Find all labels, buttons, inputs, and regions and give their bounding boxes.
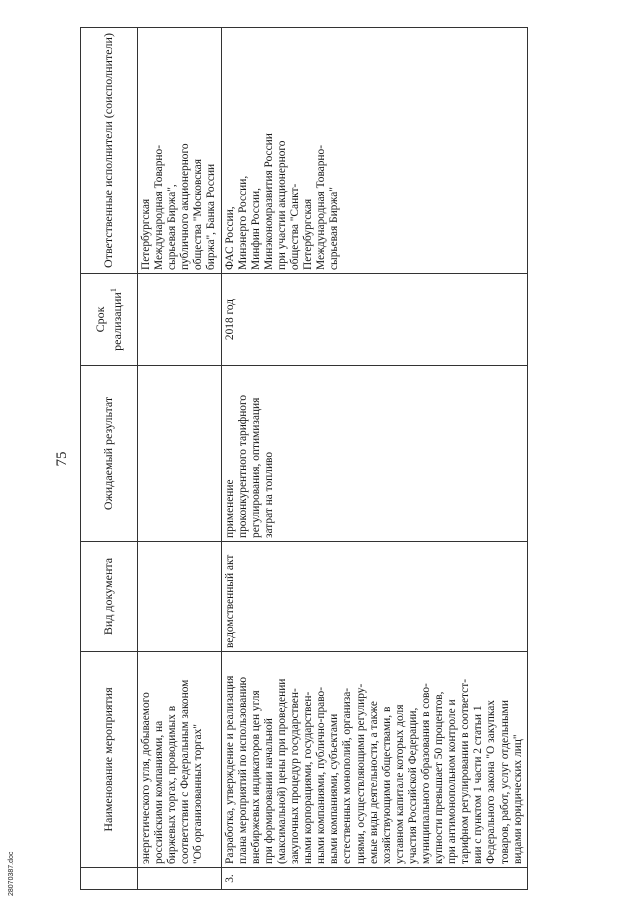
- measure-name-cell-line: вии с пунктом 1 части 2 статьи 1: [472, 705, 485, 864]
- measure-name-cell-line: российскими компаниями, на: [153, 720, 166, 864]
- measure-name-cell-line: купности превышает 50 процентов,: [433, 691, 446, 864]
- measure-name-cell-line: емые виды деятельности, а также: [367, 701, 380, 864]
- term-cell: [138, 274, 222, 366]
- measure-name-cell: [138, 652, 222, 868]
- executors-cell-line: Петербургская: [140, 198, 152, 270]
- executors-cell-line: сырьевая Биржа": [328, 187, 341, 270]
- document-type-cell: [221, 542, 527, 652]
- executors-cell-line: ФАС России,: [223, 206, 236, 270]
- measure-name-cell-line: Федерального закона "О закупках: [485, 700, 498, 864]
- measure-name-cell-line: (максимальной) цены при проведении: [275, 678, 288, 864]
- header-expected-result: Ожидаемый результат: [81, 366, 138, 542]
- measure-name-cell-line: ными корпорациями, государствен-: [302, 691, 315, 864]
- measure-name-cell-line: при антимонопольном контроле и: [446, 699, 459, 864]
- header-measure-name: Наименование мероприятия: [81, 652, 138, 868]
- executors-cell-line: сырьевая Биржа",: [166, 184, 179, 270]
- rotated-content: [40, 24, 600, 894]
- executors-cell-line: общества "Санкт-: [289, 183, 302, 270]
- table-header-row: [81, 28, 138, 890]
- expected-result-cell-line: применение: [223, 479, 236, 538]
- measure-name-cell-line: товаров, работ, услуг отдельными: [498, 700, 511, 864]
- measure-name-cell-line: циями, осуществляющими регулиру-: [354, 683, 367, 864]
- expected-result-cell-line: проконкурентного тарифного: [236, 394, 249, 538]
- measure-name-cell-line: муниципального образования в сово-: [419, 683, 432, 864]
- expected-result-cell-line: затрат на топливо: [262, 451, 275, 538]
- footnote-mark: 1: [109, 288, 118, 293]
- expected-result-cell-line: регулирования, оптимизация: [249, 397, 262, 538]
- measure-name-cell-line: внебиржевых индикаторов цен угля: [249, 690, 262, 864]
- measure-name-cell-line: тарифном регулировании в соответст-: [459, 679, 472, 864]
- measure-name-cell-line: Разработка, утверждение и реализация: [223, 675, 236, 864]
- measure-name-cell-line: закупочных процедур государствен-: [289, 688, 302, 864]
- row-number: [138, 868, 222, 890]
- document-type-cell: [138, 542, 222, 652]
- document-id: 28070387.doc: [8, 851, 15, 896]
- measure-name-cell: [221, 652, 527, 868]
- table-row: [221, 28, 527, 890]
- executors-cell-line: общества "Московская: [192, 159, 205, 270]
- executors-cell-line: Международная Товарно-: [315, 144, 328, 270]
- table-row: [138, 28, 222, 890]
- header-document-type: Вид документа: [81, 542, 138, 652]
- executors-cell-line: публичного акционерного: [179, 143, 192, 270]
- measure-name-cell-line: плана мероприятий по использованию: [236, 676, 249, 864]
- executors-cell-line: Минэнерго России,: [236, 175, 249, 270]
- measure-name-cell-line: участия Российской Федерации,: [406, 707, 419, 864]
- measure-name-cell-line: хозяйствующими обществами, в: [380, 706, 393, 864]
- measure-name-cell-line: ными компаниями, публично-право-: [315, 686, 328, 864]
- measure-name-cell-line: уставном капитале которых доля: [393, 704, 406, 864]
- expected-result-cell: [138, 366, 222, 542]
- measure-name-cell-line: видами юридических лиц": [511, 734, 524, 864]
- row-number: 3.: [221, 868, 527, 890]
- executors-cell: [221, 28, 527, 274]
- measure-name-cell-line: энергетического угля, добываемого: [140, 692, 152, 864]
- measure-name-cell-line: выми компаниями, субъектами: [328, 713, 341, 864]
- measure-name-cell-line: при формировании начальной: [262, 718, 275, 864]
- document-type-cell-line: ведомственный акт: [223, 554, 236, 648]
- measure-name-cell-line: "Об организованных торгах": [192, 724, 205, 864]
- executors-cell-line: Международная Товарно-: [153, 144, 166, 270]
- measure-name-cell-line: естественных монополий, организа-: [341, 687, 354, 864]
- header-number: [81, 868, 138, 890]
- executors-cell-line: биржа", Банка России: [205, 163, 218, 270]
- term-cell: 2018 год: [221, 274, 527, 366]
- executors-cell-line: при участии акционерного: [275, 140, 288, 270]
- executors-cell-line: Минэкономразвития России: [262, 133, 275, 270]
- measures-table: [80, 27, 528, 890]
- expected-result-cell: [221, 366, 527, 542]
- page-number: 75: [54, 451, 70, 467]
- executors-cell-line: Минфин России,: [249, 188, 262, 270]
- header-term: Срок реализации$^1$: [81, 274, 138, 366]
- header-executors: Ответственные исполнители (соисполнители): [81, 28, 138, 274]
- executors-cell: [138, 28, 222, 274]
- measure-name-cell-line: биржевых торгах, проводимых в: [166, 705, 179, 864]
- measure-name-cell-line: соответствии с Федеральным законом: [179, 679, 192, 864]
- executors-cell-line: Петербургская: [302, 198, 315, 270]
